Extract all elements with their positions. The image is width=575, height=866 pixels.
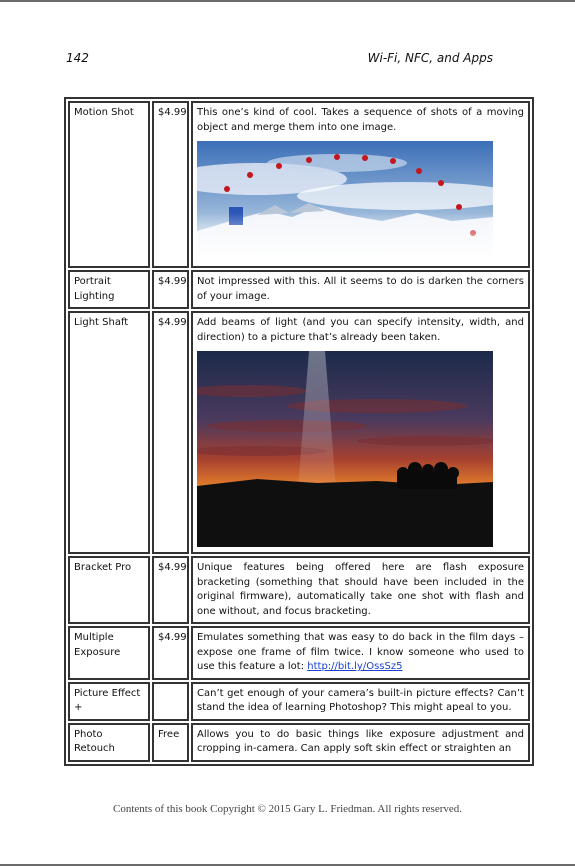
app-name-cell: Portrait Lighting <box>68 270 150 309</box>
apps-table <box>64 97 534 766</box>
app-description: Add beams of light (and you can specify intensity, width, and direction) to a picture that’s already been taken. <box>197 317 524 343</box>
app-description-cell: Can’t get enough of your camera’s built-in picture effects? Can’t stand the idea of learning Photoshop? This might apeal to you. <box>191 682 530 721</box>
app-price-cell: $4.99 <box>152 626 189 680</box>
table-row <box>68 626 530 680</box>
table-row <box>68 682 530 721</box>
app-description-cell <box>191 101 530 268</box>
table-row <box>68 311 530 554</box>
app-price-cell: $4.99 <box>152 311 189 554</box>
app-name-cell: Photo Retouch <box>68 723 150 762</box>
app-description-cell: Unique features being offered here are flash exposure bracketing (something that should have been included in the original firmware), automatically take one shot with flash and one without, and focus bracketing. <box>191 556 530 624</box>
multiple-exposure-link[interactable]: http://bit.ly/OssSz5 <box>307 661 403 672</box>
app-name-cell: Picture Effect + <box>68 682 150 721</box>
table-row <box>68 556 530 624</box>
table-row <box>68 101 530 268</box>
page-number: 142 <box>66 51 89 65</box>
app-price-cell <box>152 682 189 721</box>
app-description: This one’s kind of cool. Takes a sequence of shots of a moving object and merge them into one image. <box>197 107 524 133</box>
top-rule <box>0 0 575 2</box>
app-name-cell: Bracket Pro <box>68 556 150 624</box>
table-row <box>68 723 530 762</box>
ski-jump-sequence-photo <box>197 141 493 260</box>
app-description-cell: Allows you to do basic things like exposure adjustment and cropping in-camera. Can apply soft skin effect or straighten an <box>191 723 530 762</box>
app-description-cell: Not impressed with this. All it seems to do is darken the corners of your image. <box>191 270 530 309</box>
sunset-light-beam-photo <box>197 351 493 547</box>
app-price-cell: $4.99 <box>152 556 189 624</box>
app-price-cell: $4.99 <box>152 270 189 309</box>
app-name-cell: Motion Shot <box>68 101 150 268</box>
copyright-footer: Contents of this book Copyright © 2015 Gary L. Friedman. All rights reserved. <box>112 803 462 815</box>
chapter-title: Wi-Fi, NFC, and Apps <box>367 51 493 65</box>
app-price-cell: $4.99 <box>152 101 189 268</box>
app-description-cell <box>191 311 530 554</box>
table-row <box>68 270 530 309</box>
app-price-cell: Free <box>152 723 189 762</box>
app-description-cell <box>191 626 530 680</box>
app-name-cell: Light Shaft <box>68 311 150 554</box>
app-name-cell: Multiple Exposure <box>68 626 150 680</box>
app-description: Emulates something that was easy to do back in the film days – expose one frame of film twice. I know someone who used to use this feature a lot: <box>197 632 524 672</box>
